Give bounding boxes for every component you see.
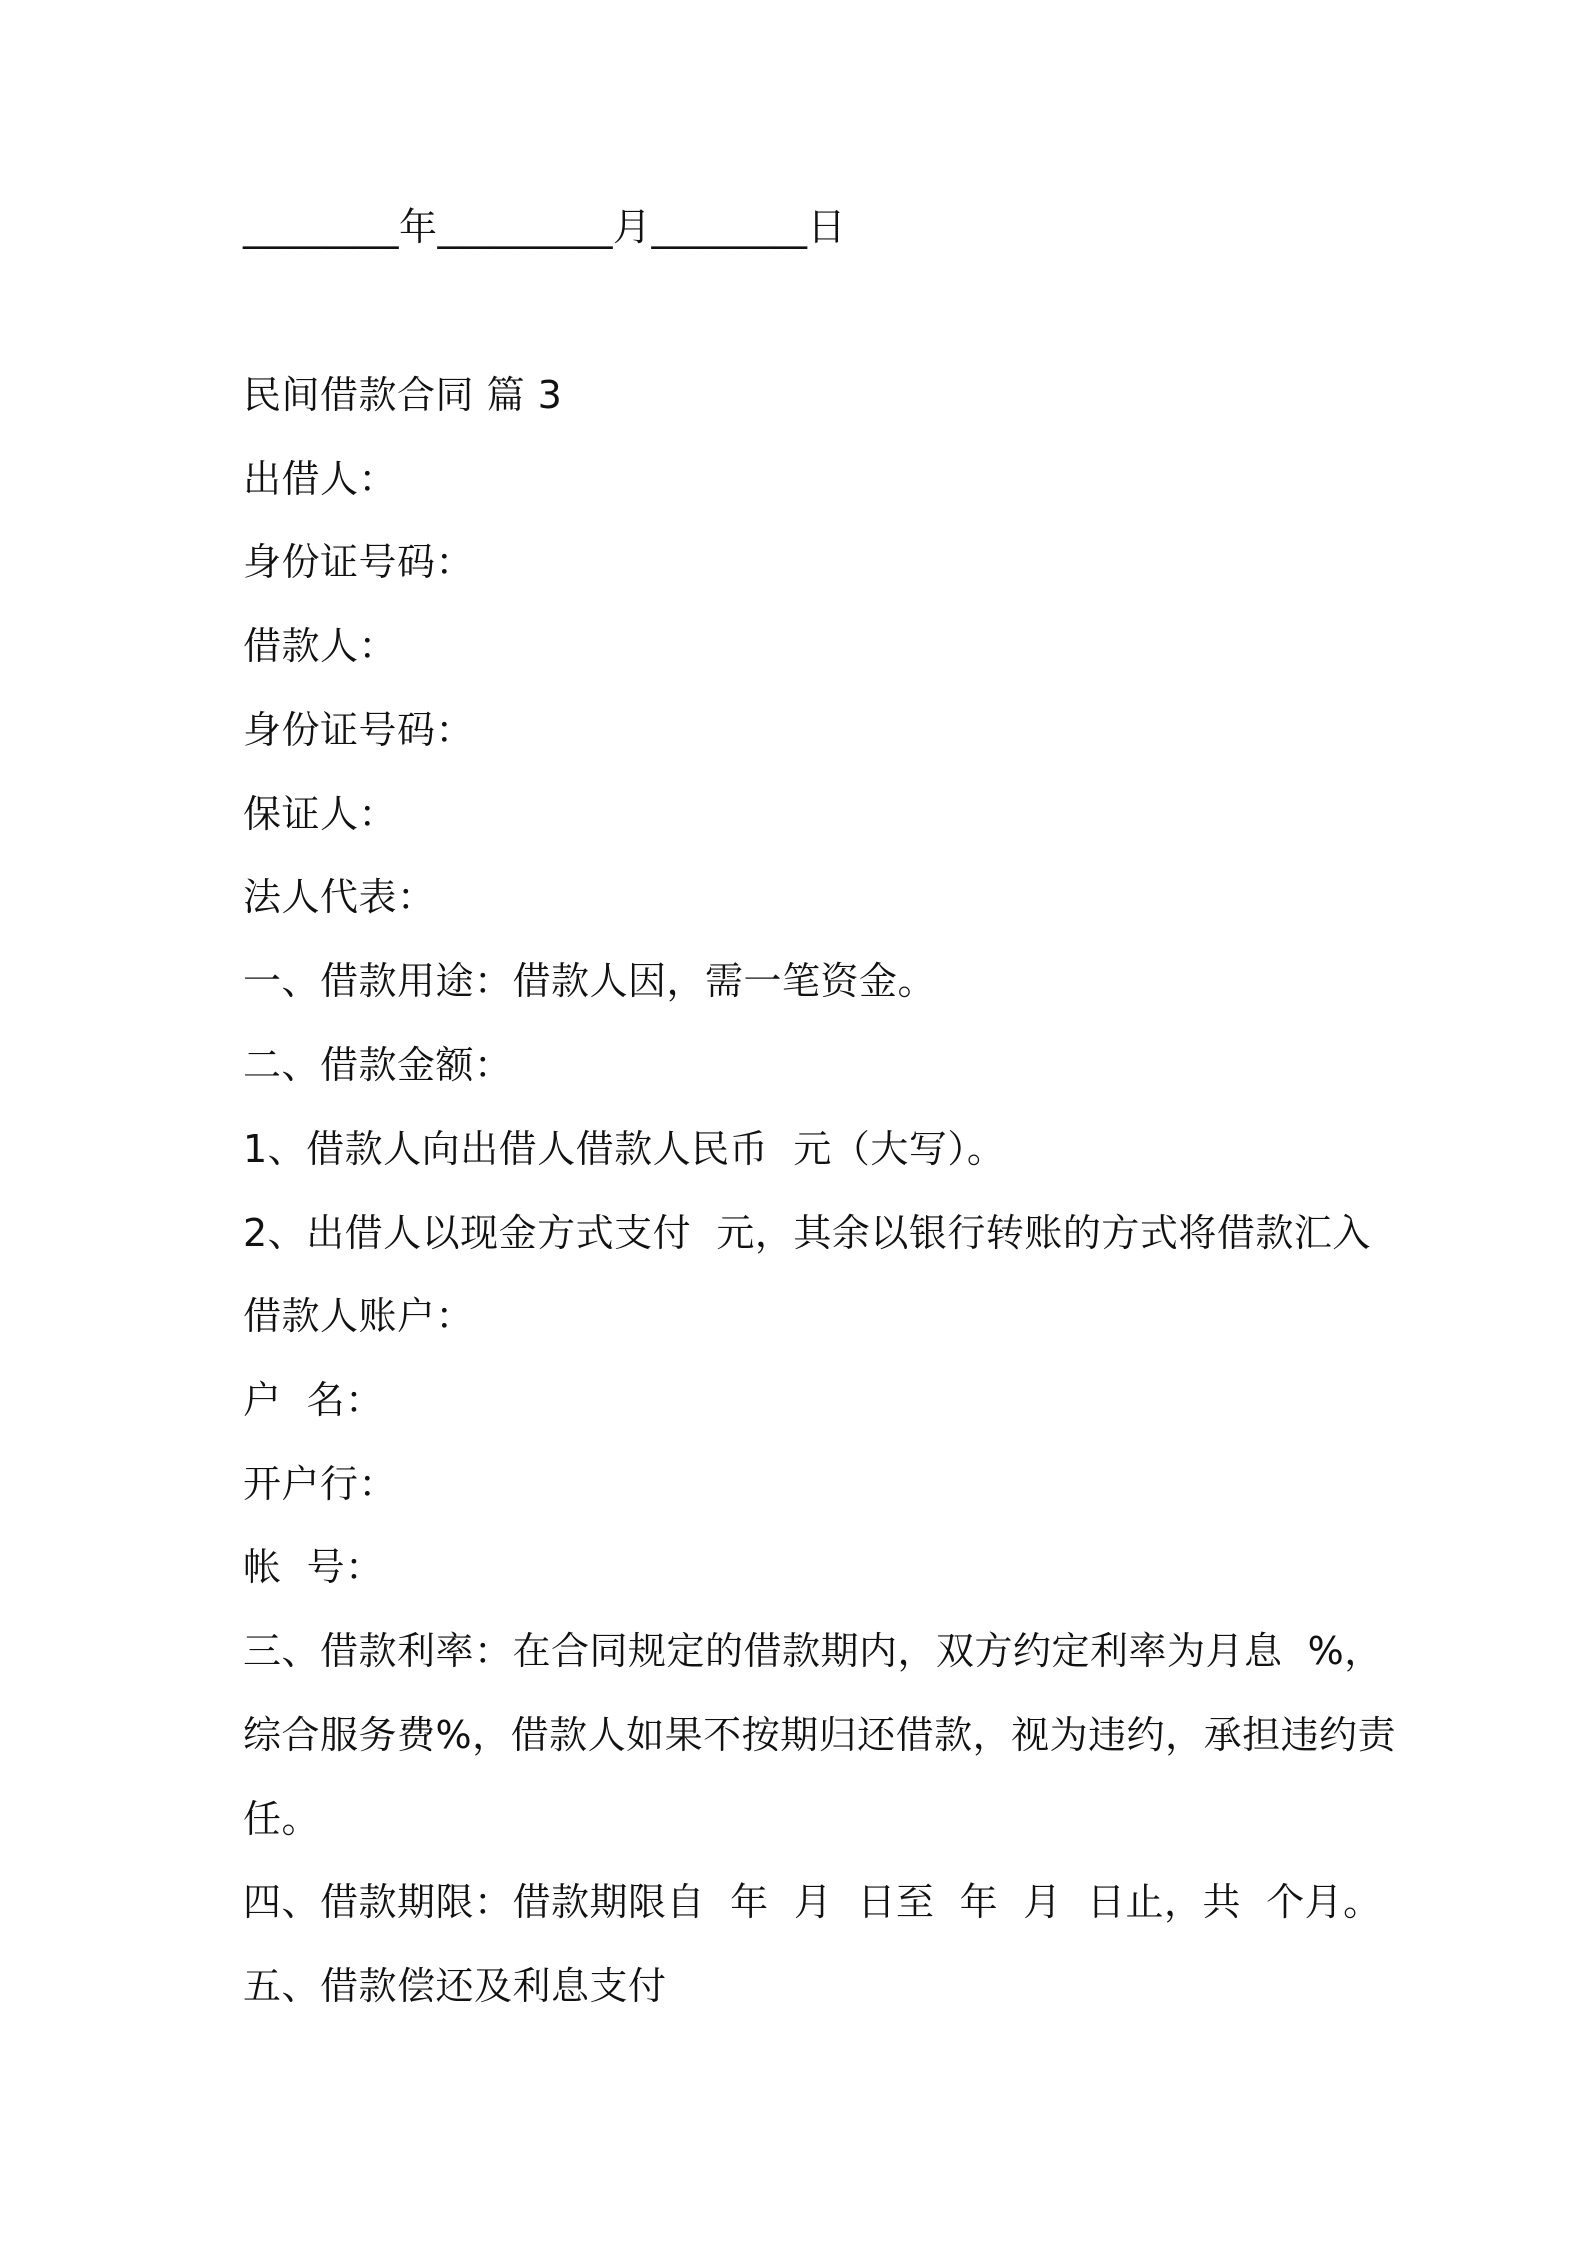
account-number-field: 帐 号： bbox=[243, 1545, 384, 1589]
clause-2-item-2-line-2: 借款人账户： bbox=[243, 1294, 475, 1338]
bank-field: 开户行： bbox=[243, 1462, 398, 1506]
borrower-id-field: 身份证号码： bbox=[243, 708, 475, 752]
lender-id-field: 身份证号码： bbox=[243, 540, 475, 584]
lender-field: 出借人： bbox=[243, 457, 398, 501]
clause-4: 四、借款期限：借款期限自 年 月 日至 年 月 日止，共 个月。 bbox=[243, 1880, 1382, 1924]
borrower-field: 借款人： bbox=[243, 624, 398, 668]
legal-rep-field: 法人代表： bbox=[243, 875, 436, 919]
account-name-field: 户 名： bbox=[243, 1378, 384, 1422]
clause-5-title: 五、借款偿还及利息支付 bbox=[243, 1964, 667, 2008]
clause-2-item-1: 1、借款人向出借人借款人民币 元（大写）。 bbox=[243, 1127, 1006, 1171]
clause-3-line-2: 综合服务费%，借款人如果不按期归还借款，视为违约，承担违约责 bbox=[243, 1713, 1397, 1757]
clause-2-item-2-line-1: 2、出借人以现金方式支付 元，其余以银行转账的方式将借款汇入 bbox=[243, 1211, 1371, 1255]
date-line: ________年_________月________日 bbox=[243, 205, 847, 249]
guarantor-field: 保证人： bbox=[243, 792, 398, 836]
section-title: 民间借款合同 篇 3 bbox=[243, 373, 563, 417]
clause-3-line-3: 任。 bbox=[243, 1797, 321, 1841]
clause-2-title: 二、借款金额： bbox=[243, 1043, 513, 1087]
clause-1: 一、借款用途：借款人因，需一笔资金。 bbox=[243, 959, 937, 1003]
clause-3-line-1: 三、借款利率：在合同规定的借款期内，双方约定利率为月息 %， bbox=[243, 1629, 1383, 1673]
